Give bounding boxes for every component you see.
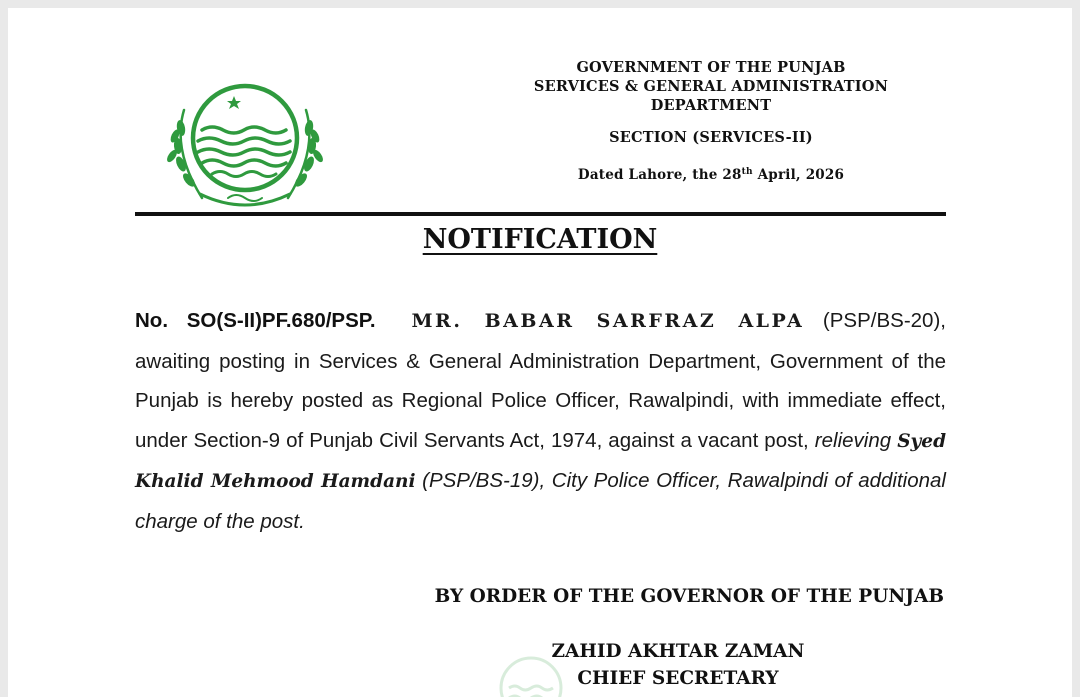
document-title: NOTIFICATION [422, 224, 658, 255]
header-department-line1: SERVICES & GENERAL ADMINISTRATION [533, 78, 889, 95]
punjab-government-emblem [160, 80, 330, 215]
body-text: awaiting posting in Services & General Administration Department, Government of the Punjab is hereby posted as Regional Police Officer, Rawalpindi, with immediate effect, under Section-9 of Punjab Civil Servants Act, 1974, against a vacant post, [135, 349, 946, 452]
posted-officer-name: MR. BABAR SARFRAZ ALPA [411, 310, 805, 332]
relieved-officer-name: Syed Khalid Mehmood Hamdani [135, 430, 947, 492]
relieved-officer-details: (PSP/BS-19), City Police Officer, Rawalpindi of additional charge of the post. [135, 469, 946, 533]
header-date: Dated Lahore, the 28th April, 2026 [577, 167, 845, 183]
header-department-line2: DEPARTMENT [650, 97, 772, 114]
header-section: SECTION (SERVICES-II) [609, 129, 813, 146]
order-line: BY ORDER OF THE GOVERNOR OF THE PUNJAB [434, 586, 944, 607]
reference-number: No. SO(S-II)PF.680/PSP. [135, 309, 376, 332]
notification-body [135, 301, 946, 541]
signatory-designation: CHIEF SECRETARY [577, 668, 779, 689]
document-header [508, 58, 914, 185]
relieving-word: relieving [814, 428, 898, 452]
document-page [8, 8, 1072, 697]
header-divider [135, 212, 946, 216]
header-government: GOVERNMENT OF THE PUNJAB [576, 59, 846, 76]
signatory-name: ZAHID AKHTAR ZAMAN [551, 641, 805, 662]
posted-officer-rank: (PSP/BS-20), [804, 309, 946, 332]
signatory-block [508, 638, 848, 692]
